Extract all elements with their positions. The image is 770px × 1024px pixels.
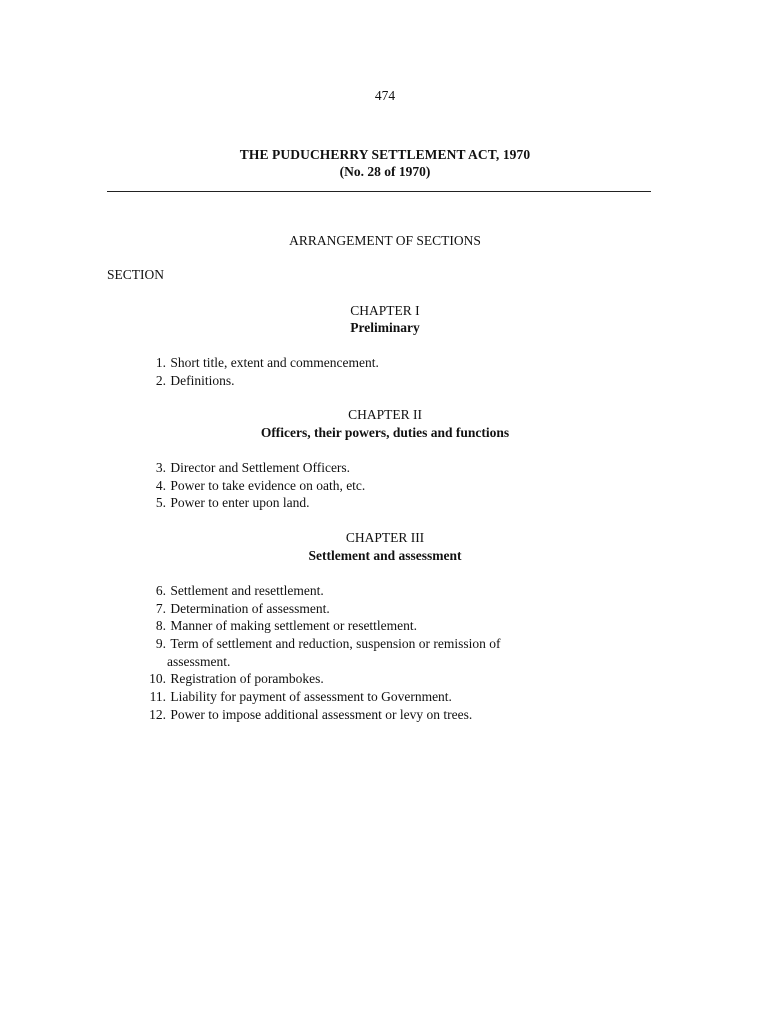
list-item: [143, 583, 593, 599]
item-number: 12.: [149, 707, 166, 722]
chapter-1-heading: CHAPTER I: [350, 303, 420, 318]
item-number: 8.: [155, 618, 166, 633]
list-item: [143, 689, 593, 705]
list-item: [143, 671, 593, 687]
item-number: 5.: [155, 495, 166, 510]
item-text: Power to impose additional assessment or levy on trees.: [170, 707, 473, 722]
chapter-3-heading: CHAPTER III: [345, 530, 425, 545]
item-text: Term of settlement and reduction, suspension or remission of: [170, 636, 501, 651]
item-text: Definitions.: [170, 373, 235, 388]
chapter-2-subtitle: Officers, their powers, duties and functions: [260, 425, 510, 440]
list-item: [143, 618, 593, 634]
item-text-continuation: assessment.: [167, 654, 231, 669]
list-item: [143, 601, 593, 617]
item-number: 11.: [149, 689, 166, 704]
item-number: 4.: [155, 478, 166, 493]
list-item: [143, 478, 593, 494]
act-number: (No. 28 of 1970): [339, 164, 431, 179]
item-number: 7.: [155, 601, 166, 616]
item-text: Registration of porambokes.: [170, 671, 324, 686]
list-item: [143, 373, 593, 389]
list-item: [143, 636, 593, 652]
item-text: Determination of assessment.: [170, 601, 330, 616]
arrangement-heading: ARRANGEMENT OF SECTIONS: [289, 233, 481, 248]
item-number: 1.: [155, 355, 166, 370]
list-item: [143, 495, 593, 511]
item-number: 3.: [155, 460, 166, 475]
list-item: [143, 355, 593, 371]
item-text: Director and Settlement Officers.: [170, 460, 351, 475]
chapter-2-heading: CHAPTER II: [348, 407, 422, 422]
list-item: [143, 460, 593, 476]
section-label: SECTION: [107, 267, 164, 282]
item-text: Short title, extent and commencement.: [170, 355, 379, 370]
chapter-3-subtitle: Settlement and assessment: [308, 548, 462, 563]
item-text: Liability for payment of assessment to Government.: [170, 689, 452, 704]
list-item: [143, 707, 593, 723]
act-title: THE PUDUCHERRY SETTLEMENT ACT, 1970: [239, 147, 531, 162]
chapter-1-subtitle: Preliminary: [350, 320, 420, 335]
item-text: Manner of making settlement or resettlement.: [170, 618, 418, 633]
item-number: 10.: [149, 671, 166, 686]
item-text: Power to take evidence on oath, etc.: [170, 478, 366, 493]
item-text: Power to enter upon land.: [170, 495, 310, 510]
item-number: 6.: [155, 583, 166, 598]
item-number: 9.: [155, 636, 166, 651]
item-number: 2.: [155, 373, 166, 388]
page-number: 474: [374, 88, 396, 103]
item-text: Settlement and resettlement.: [170, 583, 324, 598]
title-divider: [107, 191, 651, 192]
